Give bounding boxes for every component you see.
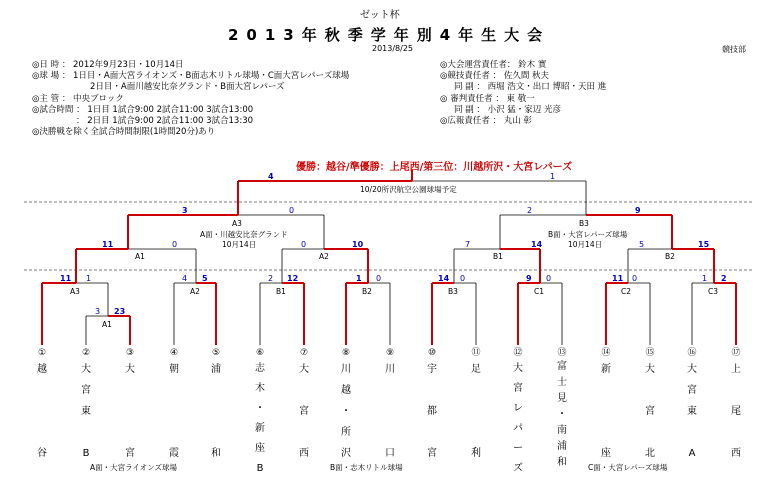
info-line: ◎競技責任者 ： 佐久間 秋夫 (440, 71, 550, 82)
team-name-char (383, 401, 397, 422)
team-number: ⑩ (427, 348, 437, 358)
info-line: ◎大会運営責任者： 鈴木 實 (440, 60, 547, 70)
score-qf1-l: 11 (102, 240, 114, 249)
score-sf-l-l: 3 (182, 206, 188, 215)
team-number: ④ (169, 348, 179, 358)
team-number: ⑬ (557, 348, 567, 358)
team-column (297, 347, 311, 464)
score-final-l: 4 (268, 172, 274, 181)
score-r1-c3-r: 2 (721, 274, 727, 283)
team-name-char: 見 (557, 393, 567, 404)
team-name-char: 西 (731, 448, 741, 459)
score-sf-l-r: 0 (289, 206, 295, 215)
score-r1-b3-l: 14 (438, 274, 450, 283)
team-name-char: 口 (385, 448, 395, 459)
team-number: ③ (125, 348, 135, 358)
team-name-char (123, 380, 137, 401)
game-label: B1 (276, 287, 286, 296)
score-r1-a3-r: 1 (86, 274, 92, 283)
team-name-char: レ (513, 403, 523, 414)
team-name-char: 南 (557, 425, 567, 436)
team-name-char (599, 401, 613, 422)
team-name-char: 宮 (645, 406, 655, 417)
team-name-char: 宇 (427, 364, 437, 375)
team-name-char: 大 (125, 364, 135, 375)
game-label: A2 (319, 252, 329, 261)
info-line: ◎広報責任者 ： 丸山 彰 (440, 116, 533, 127)
team-name-char (599, 380, 613, 401)
info-line: ◎日 時 ： 2012年9月23日・10月14日 (32, 60, 184, 70)
team-column (685, 347, 699, 464)
score-r1-c2-l: 11 (612, 274, 624, 283)
game-label: B1 (493, 252, 503, 261)
team-column (599, 347, 613, 464)
team-number: ⑤ (211, 348, 221, 358)
team-name-char (35, 422, 49, 443)
score-r1-c3-l: 1 (702, 274, 708, 283)
game-label: B2 (665, 252, 675, 261)
team-name-char (643, 380, 657, 401)
score-qf2-l: 0 (301, 240, 307, 249)
score-qf3-r: 14 (531, 240, 543, 249)
team-name-char (79, 422, 93, 443)
team-name-char: 新 (255, 423, 265, 434)
score-final-r: 1 (550, 172, 556, 181)
team-name-char: 富 (557, 361, 567, 372)
team-name-char: 利 (471, 448, 481, 459)
team-name-char: 宮 (125, 448, 135, 459)
team-name-char: 沢 (341, 448, 351, 459)
department: 競技部 (722, 45, 746, 54)
team-column (511, 347, 525, 479)
score-r1-b2-r: 0 (376, 274, 382, 283)
team-name-char: ・ (341, 406, 351, 417)
team-number: ② (81, 348, 91, 358)
game-label: B2 (362, 287, 372, 296)
team-name-char: 宮 (427, 448, 437, 459)
score-qf1-r: 0 (172, 240, 178, 249)
team-name-char: 座 (601, 448, 611, 459)
game-venue-a3: A面・川越安比奈グランド (200, 230, 288, 239)
team-name-char: 川 (385, 364, 395, 375)
team-name-char (209, 422, 223, 443)
team-name-char (425, 422, 439, 443)
score-r1-b1-r: 12 (287, 274, 299, 283)
team-column (35, 347, 49, 464)
team-name-char: 東 (81, 406, 91, 417)
team-name-char (469, 380, 483, 401)
score-qf4-l: 5 (639, 240, 645, 249)
team-name-char (209, 401, 223, 422)
game-label: B3 (448, 287, 458, 296)
team-column (383, 347, 397, 464)
team-name-char (383, 422, 397, 443)
game-label-b3-top: B3 (579, 219, 589, 228)
game-venue-b3: B面・大宮レパーズ球場 (548, 230, 628, 239)
team-name-char: 大 (513, 363, 523, 374)
team-name-char (425, 380, 439, 401)
team-name-char: 木 (255, 383, 265, 394)
team-name-char: ー (513, 443, 523, 454)
score-r1-c1-l: 9 (526, 274, 532, 283)
team-number: ⑥ (255, 348, 265, 358)
game-label: A2 (190, 287, 200, 296)
team-column (79, 347, 93, 464)
venue-b-bottom: B面・志木リトル球場 (330, 463, 403, 472)
team-number: ⑨ (385, 348, 395, 358)
team-name-char: 士 (557, 377, 567, 388)
score-r1-b3-r: 0 (460, 274, 466, 283)
team-name-char: 和 (211, 448, 221, 459)
info-line: 同 副 ： 西堀 浩文・出口 博昭・天田 進 (454, 82, 607, 93)
team-column (253, 347, 267, 479)
info-line: ◎主 管 ： 中央ブロック (32, 93, 124, 104)
score-qf2-r: 10 (352, 240, 364, 249)
score-r1-c2-r: 0 (632, 274, 638, 283)
team-number: ⑦ (299, 348, 309, 358)
game-date-a3: 10月14日 (222, 240, 257, 249)
team-number: ⑭ (601, 348, 611, 358)
team-name-char: 越 (37, 364, 47, 375)
team-name-char: 新 (601, 364, 611, 375)
team-name-char: ・ (557, 409, 567, 420)
team-name-char (167, 401, 181, 422)
info-line: 同 副 ： 小沢 猛・家辺 光彦 (454, 104, 562, 115)
team-name-char (685, 422, 699, 443)
score-sf-r-r: 9 (635, 206, 641, 215)
score-r0-a1-l: 3 (95, 307, 101, 316)
team-name-char (297, 422, 311, 443)
team-number: ⑪ (471, 348, 481, 358)
team-name-char: 宮 (81, 385, 91, 396)
info-line: ： 2日目 1試合9:00 2試合11:00 3試合13:30 (76, 116, 254, 127)
team-name-char: 宮 (513, 383, 523, 394)
team-name-char (167, 422, 181, 443)
team-name-char: 所 (341, 427, 351, 438)
team-number: ⑰ (731, 348, 741, 358)
team-name-char: A (688, 448, 696, 459)
team-name-char: 浦 (211, 364, 221, 375)
team-column (425, 347, 439, 464)
team-name-char: 大 (645, 364, 655, 375)
game-label: A1 (135, 252, 145, 261)
venue-a-bottom: A面・大宮ライオンズ球場 (90, 463, 177, 472)
team-name-char (643, 422, 657, 443)
team-name-char: 足 (471, 364, 481, 375)
info-line: ◎試合時間 ： 1日目 1試合9:00 2試合11:00 3試合13:00 (32, 104, 254, 115)
team-column (469, 347, 483, 464)
score-r0-a1-r: 23 (114, 307, 126, 316)
game-label: C3 (708, 287, 719, 296)
team-name-char: 座 (255, 443, 265, 454)
score-qf4-r: 15 (698, 240, 710, 249)
score-r1-a2-l: 4 (182, 274, 188, 283)
team-name-char: B (82, 448, 90, 459)
sponsor-cup: ゼット杯 (360, 10, 400, 21)
game-label: C2 (621, 287, 632, 296)
score-r1-b1-l: 2 (268, 274, 274, 283)
team-name-char: 霞 (169, 448, 179, 459)
team-name-char (729, 422, 743, 443)
result-line: 優勝：越谷/準優勝：上尾西/第三位：川越所沢・大宮レパーズ (296, 162, 573, 173)
team-name-char: 和 (557, 457, 567, 468)
team-name-char: 東 (687, 406, 697, 417)
team-number: ① (37, 348, 47, 358)
team-number: ⑫ (513, 348, 523, 358)
team-name-char: 川 (341, 364, 351, 375)
info-line: ◎球 場 ： 1日目・A面大宮ライオンズ・B面志木リトル球場・C面大宮レパーズ球場 (32, 71, 350, 82)
team-number: ⑮ (645, 348, 655, 358)
team-name-char: B (256, 463, 264, 474)
team-name-char (599, 422, 613, 443)
game-label: A1 (102, 320, 112, 329)
team-name-char: 越 (341, 385, 351, 396)
team-number: ⑯ (687, 348, 697, 358)
team-name-char (167, 380, 181, 401)
venue-c-bottom: C面・大宮レパーズ球場 (588, 463, 668, 472)
team-name-char: 浦 (557, 441, 567, 452)
team-name-char: 上 (731, 364, 741, 375)
team-column (167, 347, 181, 464)
team-name-char (123, 401, 137, 422)
team-column (729, 347, 743, 464)
score-r1-b2-l: 1 (356, 274, 362, 283)
team-column (339, 347, 353, 464)
team-column (555, 347, 569, 471)
team-name-char: ・ (255, 403, 265, 414)
team-name-char (35, 380, 49, 401)
team-name-char (297, 380, 311, 401)
team-column (123, 347, 137, 464)
team-name-char: 都 (427, 406, 437, 417)
team-name-char: 志 (255, 363, 265, 374)
score-r1-a3-l: 11 (60, 274, 72, 283)
score-r1-a2-r: 5 (202, 274, 208, 283)
info-line: ◎ 審判責任者 ： 東 敬一 (440, 93, 535, 104)
game-label: C1 (534, 287, 545, 296)
team-name-char: 谷 (37, 448, 47, 459)
team-name-char: 宮 (687, 385, 697, 396)
game-date-b3: 10月14日 (568, 240, 603, 249)
team-column (209, 347, 223, 464)
score-qf3-l: 7 (465, 240, 471, 249)
team-name-char: 朝 (169, 364, 179, 375)
team-name-char: パ (513, 423, 523, 434)
team-name-char: 尾 (731, 406, 741, 417)
game-label-a3-top: A3 (232, 219, 242, 228)
team-name-char (469, 401, 483, 422)
doc-date: 2013/8/25 (372, 44, 414, 53)
team-name-char: 北 (645, 448, 655, 459)
page-title: 2013年秋季学年別4年生大会 (228, 26, 551, 44)
score-r1-c1-r: 0 (546, 274, 552, 283)
team-number: ⑧ (341, 348, 351, 358)
team-name-char: 大 (81, 364, 91, 375)
team-name-char (469, 422, 483, 443)
team-name-char: 宮 (299, 406, 309, 417)
score-sf-r-l: 2 (527, 206, 533, 215)
info-line: ◎決勝戦を除く全試合時間制限(1時間20分)あり (32, 127, 216, 138)
team-name-char (35, 401, 49, 422)
team-column (643, 347, 657, 464)
info-line: 2日目・A面川越安比奈グランド・B面大宮レパーズ (90, 82, 285, 93)
team-name-char (729, 380, 743, 401)
game-label: A3 (70, 287, 80, 296)
team-name-char (209, 380, 223, 401)
team-name-char: ズ (513, 463, 523, 474)
team-name-char: 大 (299, 364, 309, 375)
team-name-char (383, 380, 397, 401)
final-note: 10/20所沢航空公園球場予定 (360, 185, 457, 194)
team-name-char: 大 (687, 364, 697, 375)
team-name-char: 西 (299, 448, 309, 459)
team-name-char (123, 422, 137, 443)
